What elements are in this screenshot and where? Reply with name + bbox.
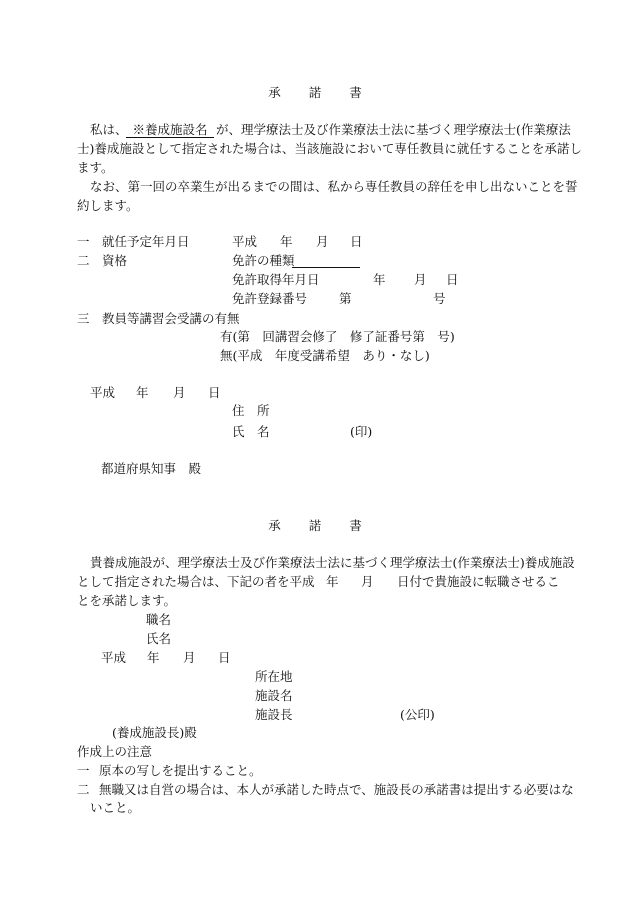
addressee: 都道府県知事 殿 xyxy=(101,461,202,476)
p1-line3: ます。 xyxy=(77,160,114,175)
addressee: (養成施設長)殿 xyxy=(112,725,197,740)
notes-title: 作成上の注意 xyxy=(77,744,153,759)
p2-line1: なお、第一回の卒業生が出るまでの間は、私から専任教員の辞任を申し出ないことを誓 xyxy=(90,179,578,194)
name-label: 氏 名 xyxy=(232,424,270,439)
doc2-title xyxy=(0,517,630,535)
item3-number: 三 xyxy=(77,311,90,326)
p1-line1: が、理学療法士及び作業療法士法に基づく理学療法士(作業療法 xyxy=(216,122,571,137)
year-label: 年 xyxy=(326,574,339,589)
address-label: 住 所 xyxy=(232,403,270,418)
number-suffix: 号 xyxy=(433,291,446,306)
seal-mark: (印) xyxy=(350,424,373,439)
date-year: 年 xyxy=(147,650,160,665)
item2-number: 二 xyxy=(77,253,90,268)
license-date-label: 免許取得年月日 xyxy=(232,272,320,287)
license-number-label: 免許登録番号 xyxy=(232,291,308,306)
note2-line2: いこと。 xyxy=(90,800,141,815)
note1-text: 原本の写しを提出すること。 xyxy=(99,763,262,778)
director-label: 施設長 xyxy=(255,707,293,722)
doc2-para-line2a: として指定された場合は、下記の者を平成 xyxy=(77,574,315,589)
item2-label: 資格 xyxy=(102,253,128,268)
note2-number: 二 xyxy=(77,782,90,797)
doc2-para-line1: 貴養成施設が、理学療法士及び作業療法士法に基づく理学療法士(作業療法士)養成施設 xyxy=(90,555,575,570)
seminar-no-option: 無(平成 年度受講希望 あり・なし) xyxy=(220,348,430,363)
location-label: 所在地 xyxy=(255,669,293,684)
title-char: 承 xyxy=(268,518,281,533)
date-month: 月 xyxy=(183,650,196,665)
note1-number: 一 xyxy=(77,763,90,778)
item1-number: 一 xyxy=(77,234,90,249)
month-label: 月 xyxy=(361,574,374,589)
date-year: 年 xyxy=(136,385,149,400)
item1-label: 就任予定年月日 xyxy=(102,234,190,249)
title-char: 書 xyxy=(349,518,362,533)
title-char: 諾 xyxy=(308,518,322,533)
era-label: 平成 xyxy=(232,234,258,249)
license-type-label: 免許の種類 xyxy=(232,253,295,268)
date-era: 平成 xyxy=(101,650,127,665)
doc1-title xyxy=(0,84,630,102)
p2-line2: 約します。 xyxy=(77,198,139,213)
day-label: 日 xyxy=(350,234,363,249)
name-label: 氏名 xyxy=(146,631,172,646)
item3-label: 教員等講習会受講の有無 xyxy=(102,311,240,326)
note2-line1: 無職又は自営の場合は、本人が承諾した時点で、施設長の承諾書は提出する必要はな xyxy=(99,782,574,797)
p1-line2: 士)養成施設として指定された場合は、当該施設において専任教員に就任することを承諾し xyxy=(77,141,582,156)
license-type-line xyxy=(292,267,360,268)
title-char: 書 xyxy=(349,85,362,100)
facility-name-blank: ※養成施設名 xyxy=(126,121,214,138)
seminar-yes-option: 有(第 回講習会修了 修了証番号第 号) xyxy=(220,329,455,344)
date-day: 日 xyxy=(218,650,231,665)
year-label: 年 xyxy=(280,234,293,249)
title-char: 諾 xyxy=(308,85,322,100)
date-month: 月 xyxy=(173,385,186,400)
title-char: 承 xyxy=(268,85,281,100)
job-title-label: 職名 xyxy=(146,612,172,627)
doc2-para-line2b: 日付で貴施設に転職させるこ xyxy=(397,574,560,589)
date-day: 日 xyxy=(208,385,221,400)
p1-prefix: 私は、 xyxy=(90,122,128,137)
year-label: 年 xyxy=(373,272,386,287)
month-label: 月 xyxy=(414,272,427,287)
facility-label: 施設名 xyxy=(255,688,293,703)
doc2-para-line3: とを承諾します。 xyxy=(77,593,177,608)
official-seal-mark: (公印) xyxy=(400,707,435,722)
day-label: 日 xyxy=(446,272,459,287)
month-label: 月 xyxy=(316,234,329,249)
date-era: 平成 xyxy=(90,385,116,400)
number-prefix: 第 xyxy=(339,291,352,306)
